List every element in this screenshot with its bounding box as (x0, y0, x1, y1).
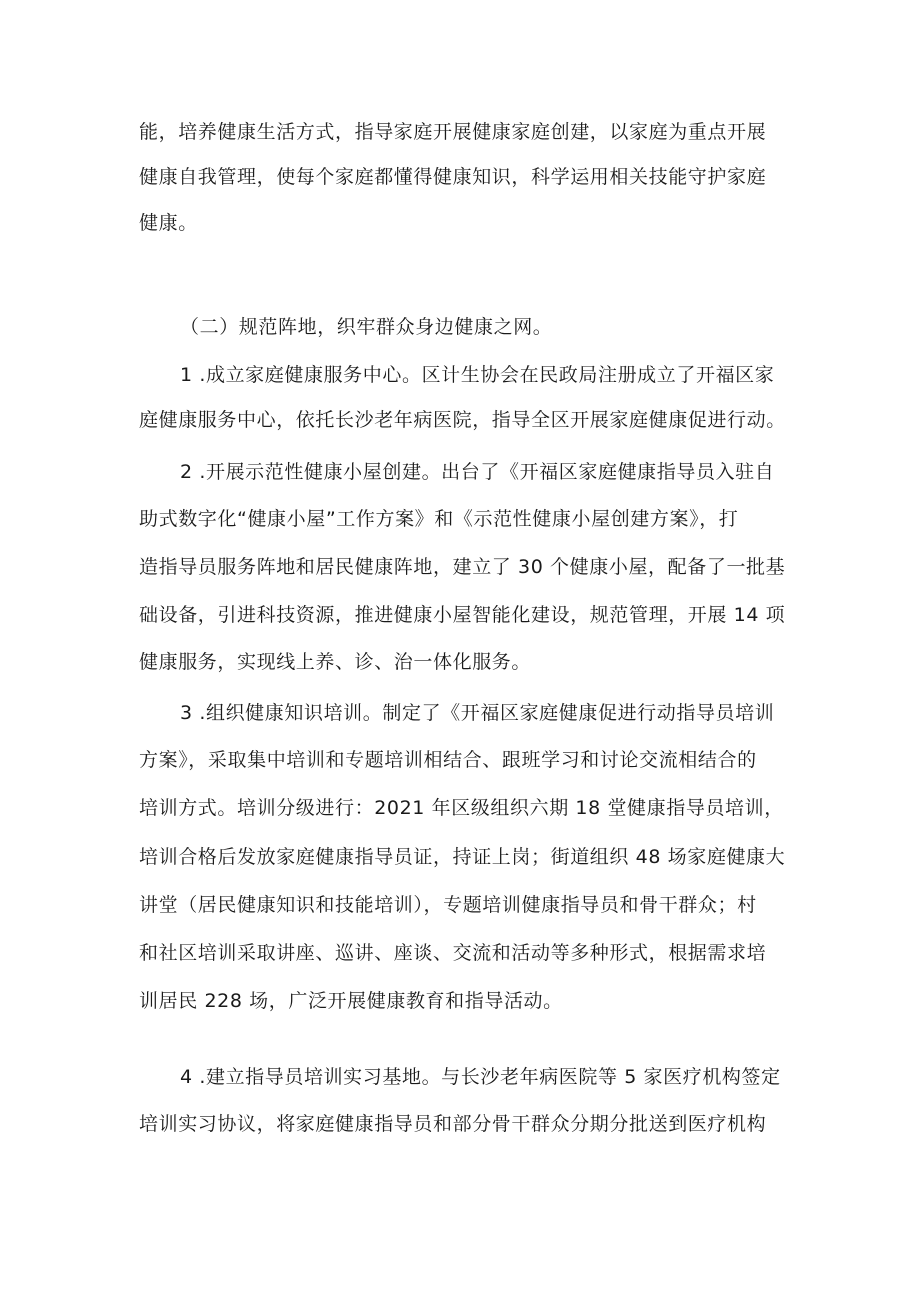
item-3-line: 训居民 228 场，广泛开展健康教育和指导活动。 (139, 990, 563, 1012)
paragraph-line: 能，培养健康生活方式，指导家庭开展健康家庭创建，以家庭为重点开展 (139, 121, 767, 143)
paragraph-line: 健康。 (139, 212, 198, 234)
item-2-line: 健康服务，实现线上养、诊、治一体化服务。 (139, 651, 532, 673)
item-2-line: 2 .开展示范性健康小屋创建。出台了《开福区家庭健康指导员入驻自 (180, 461, 775, 483)
item-2-line: 造指导员服务阵地和居民健康阵地，建立了 30 个健康小屋，配备了一批基 (139, 556, 786, 578)
item-3-line: 培训方式。培训分级进行：2021 年区级组织六期 18 堂健康指导员培训， (139, 797, 784, 819)
item-1-line: 1 .成立家庭健康服务中心。区计生协会在民政局注册成立了开福区家 (180, 364, 775, 386)
item-1-line: 庭健康服务中心，依托长沙老年病医院，指导全区开展家庭健康促进行动。 (139, 409, 786, 431)
item-2-line: 础设备，引进科技资源，推进健康小屋智能化建设，规范管理，开展 14 项 (139, 604, 786, 626)
item-2-line: 助式数字化“健康小屋”工作方案》和《示范性健康小屋创建方案》，打 (139, 508, 739, 530)
item-3-line: 讲堂（居民健康知识和技能培训），专题培训健康指导员和骨干群众；村 (139, 894, 757, 916)
item-4-line: 4 .建立指导员培训实习基地。与长沙老年病医院等 5 家医疗机构签定 (180, 1066, 781, 1088)
section-heading: （二）规范阵地，织牢群众身边健康之网。 (180, 316, 553, 338)
paragraph-line: 健康自我管理，使每个家庭都懂得健康知识，科学运用相关技能守护家庭 (139, 166, 767, 188)
item-3-line: 和社区培训采取讲座、巡讲、座谈、交流和活动等多种形式，根据需求培 (139, 942, 767, 964)
item-3-line: 3 .组织健康知识培训。制定了《开福区家庭健康促进行动指导员培训 (180, 702, 775, 724)
item-3-line: 方案》，采取集中培训和专题培训相结合、跟班学习和讨论交流相结合的 (139, 749, 757, 771)
item-3-line: 培训合格后发放家庭健康指导员证，持证上岗；街道组织 48 场家庭健康大 (139, 846, 786, 868)
item-4-line: 培训实习协议，将家庭健康指导员和部分骨干群众分期分批送到医疗机构 (139, 1113, 767, 1135)
